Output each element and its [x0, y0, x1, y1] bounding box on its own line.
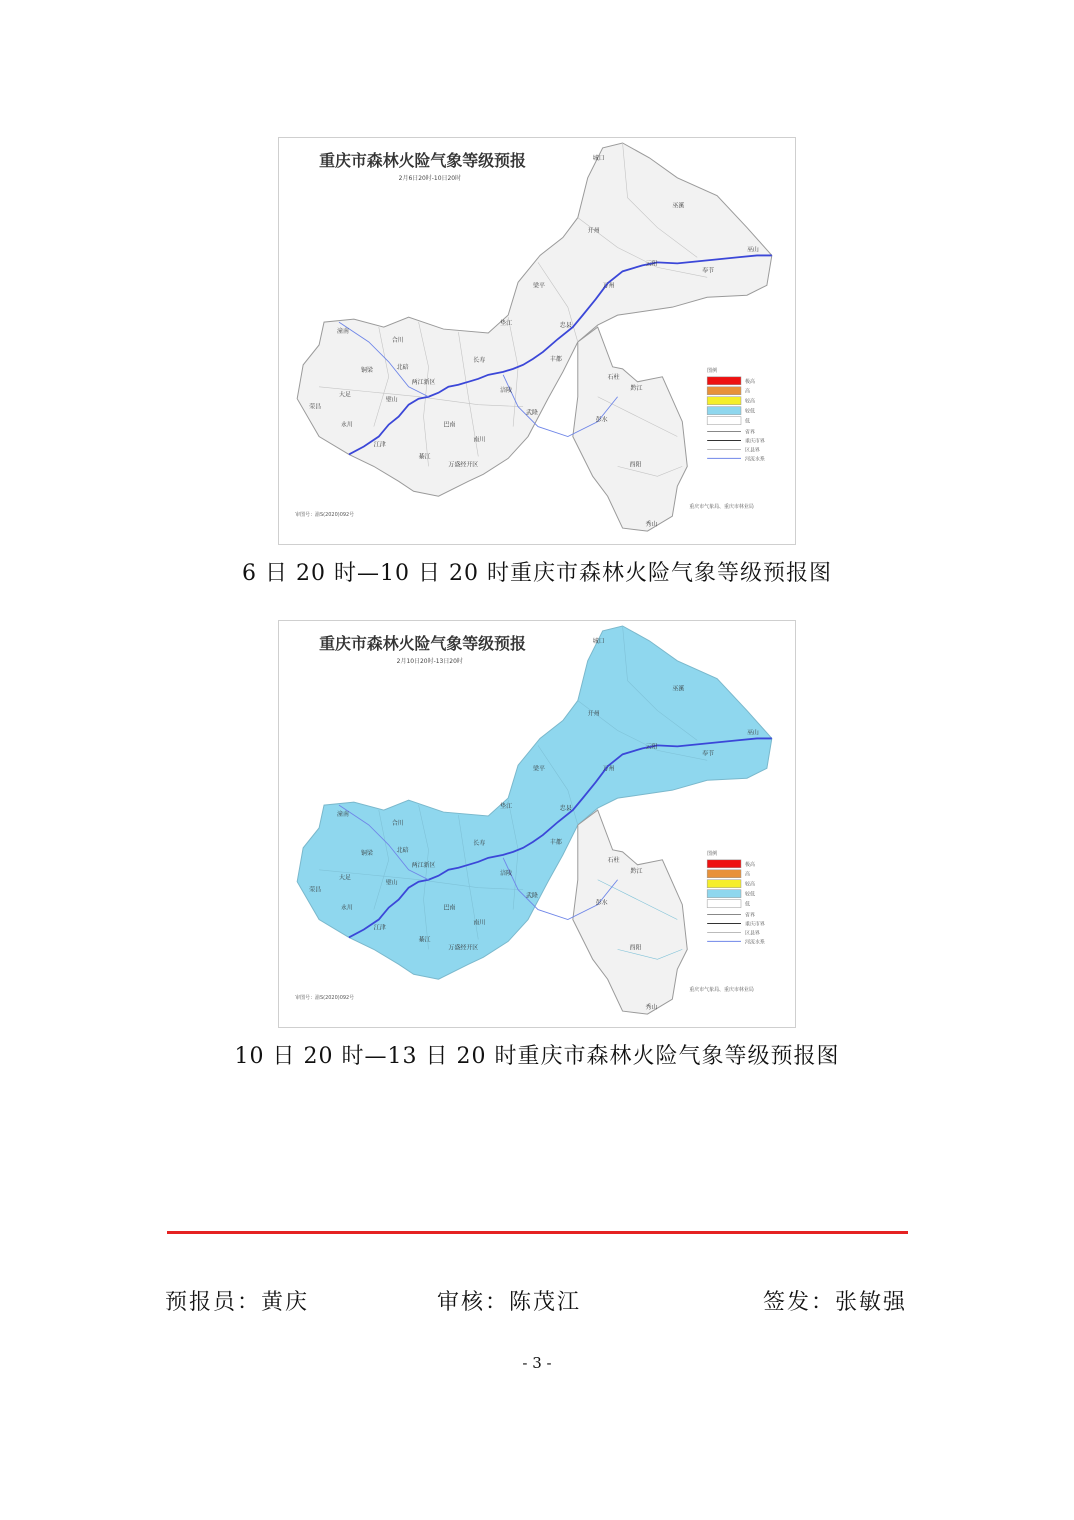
place-label-yunyang: 云阳 [645, 260, 658, 268]
place-label-wuxi: 巫溪 [672, 685, 685, 693]
place-label-rongchang: 荣昌 [309, 403, 322, 411]
place-label-fengdu: 丰都 [549, 838, 562, 846]
legend-line-label: 省界 [744, 912, 755, 919]
place-label-beibei: 北碚 [396, 363, 409, 371]
place-label-kaizhou: 开州 [587, 710, 600, 718]
page-number: - 3 - [522, 1354, 552, 1372]
place-label-hechuan: 合川 [391, 819, 404, 827]
legend-swatch [707, 397, 741, 405]
place-label-shizhu: 石柱 [607, 856, 620, 864]
place-label-wansheng: 万盛经开区 [448, 461, 479, 469]
place-label-qijiang: 綦江 [418, 453, 431, 461]
place-label-yongchuan: 永川 [340, 904, 353, 912]
legend-swatch [707, 407, 741, 415]
place-label-zhongxian: 忠县 [559, 322, 572, 330]
map-region-southeast [573, 810, 687, 1014]
forecast-map-svg [279, 138, 795, 544]
place-label-pengshui: 彭水 [595, 416, 608, 424]
place-label-jiangjin: 江津 [373, 924, 386, 932]
forecast-map-1 [278, 137, 796, 545]
legend-line-label: 重庆市界 [744, 921, 765, 928]
legend-label: 极高 [744, 378, 755, 385]
legend-label: 低 [744, 418, 750, 425]
place-label-yunyang: 云阳 [645, 743, 658, 751]
place-label-xiushan: 秀山 [645, 1004, 658, 1012]
legend-label: 高 [744, 388, 750, 395]
legend-line-label: 省界 [744, 429, 755, 436]
legend-label: 较低 [744, 891, 755, 898]
place-label-banan: 巴南 [443, 421, 456, 429]
legend-swatch [707, 417, 741, 425]
place-label-liangping: 梁平 [533, 282, 545, 290]
legend-line-label: 区县界 [744, 930, 760, 937]
place-label-banan: 巴南 [443, 904, 456, 912]
legend-line-label: 河流水系 [744, 456, 765, 463]
legend-line-label: 重庆市界 [744, 438, 765, 445]
place-label-youyang: 酉阳 [629, 944, 642, 952]
place-label-nanchuan: 南川 [473, 919, 486, 927]
place-label-chengkou: 城口 [592, 154, 605, 162]
legend-swatch [707, 870, 741, 878]
place-label-fengjie: 奉节 [702, 267, 715, 275]
map-region-southeast [573, 327, 687, 531]
place-label-wushan: 巫山 [746, 729, 759, 737]
issuer-signature [763, 1285, 907, 1316]
map-title: 重庆市森林火险气象等级预报 [319, 150, 526, 170]
place-label-tongnan: 潼南 [336, 328, 349, 336]
legend-swatch [707, 880, 741, 888]
legend-label: 极高 [744, 861, 755, 868]
place-label-jiangjin: 江津 [373, 441, 386, 449]
place-label-rongchang: 荣昌 [309, 886, 322, 894]
place-label-tongliang: 铜梁 [360, 849, 373, 857]
place-label-fengdu: 丰都 [549, 355, 562, 363]
place-label-nanchuan: 南川 [473, 436, 486, 444]
map-subtitle: 2月10日20时-13日20时 [396, 657, 463, 665]
map-credit: 重庆市气象局、重庆市林业局 [689, 504, 754, 511]
place-label-pengshui: 彭水 [595, 899, 608, 907]
legend-swatch [707, 890, 741, 898]
legend-swatch [707, 377, 741, 385]
place-label-changshou: 长寿 [473, 839, 486, 847]
place-label-zhongxian: 忠县 [559, 805, 572, 813]
place-label-dianjiang: 垫江 [500, 803, 513, 811]
reviewer-signature [437, 1285, 581, 1316]
legend-line-label: 区县界 [744, 447, 760, 454]
place-label-tongliang: 铜梁 [360, 366, 373, 374]
place-label-qianjiang: 黔江 [630, 384, 643, 392]
place-label-wulong: 武隆 [526, 892, 539, 900]
place-label-wanzhou: 万州 [602, 282, 615, 290]
forecast-map-svg [279, 621, 795, 1027]
place-label-bishan: 璧山 [385, 879, 398, 887]
map-caption-1: 6 日 20 时—10 日 20 时重庆市森林火险气象等级预报图 [242, 561, 832, 586]
place-label-dianjiang: 垫江 [500, 320, 513, 328]
map-subtitle: 2月6日20时-10日20时 [398, 174, 462, 182]
legend-label: 较高 [744, 398, 755, 405]
place-label-xiushan: 秀山 [645, 521, 658, 529]
place-label-yongchuan: 永川 [340, 421, 353, 429]
place-label-wuxi: 巫溪 [672, 202, 685, 210]
place-label-bishan: 璧山 [385, 396, 398, 404]
legend-label: 较低 [744, 408, 755, 415]
legend-title: 图例 [707, 367, 718, 374]
reviewer-label: 审核： [437, 1290, 510, 1315]
legend-swatch [707, 900, 741, 908]
place-label-kaizhou: 开州 [587, 227, 600, 235]
issuer-name: 张敏强 [835, 1290, 908, 1315]
place-label-wanzhou: 万州 [602, 765, 615, 773]
place-label-hechuan: 合川 [391, 336, 404, 344]
place-label-wansheng: 万盛经开区 [448, 944, 479, 952]
legend-swatch [707, 387, 741, 395]
place-label-chengkou: 城口 [592, 637, 605, 645]
map-approval-number: 审图号：渝S(2020)092号 [295, 995, 355, 1002]
place-label-fengjie: 奉节 [702, 750, 715, 758]
legend-line-label: 河流水系 [744, 939, 765, 946]
issuer-label: 签发： [763, 1290, 836, 1315]
red-divider [167, 1231, 908, 1234]
place-label-liangjiang: 两江新区 [411, 378, 436, 386]
place-label-youyang: 酉阳 [629, 461, 642, 469]
place-label-liangjiang: 两江新区 [411, 861, 436, 869]
forecast-map-2 [278, 620, 796, 1028]
legend-label: 高 [744, 871, 750, 878]
map-approval-number: 审图号：渝S(2020)092号 [295, 512, 355, 519]
place-label-changshou: 长寿 [473, 356, 486, 364]
legend-label: 较高 [744, 881, 755, 888]
place-label-dazu: 大足 [338, 874, 351, 882]
map-caption-2: 10 日 20 时—13 日 20 时重庆市森林火险气象等级预报图 [234, 1044, 840, 1069]
map-legend [707, 367, 765, 463]
reviewer-name: 陈茂江 [509, 1290, 582, 1315]
place-label-dazu: 大足 [338, 391, 351, 399]
place-label-tongnan: 潼南 [336, 811, 349, 819]
place-label-fuling: 涪陵 [500, 869, 513, 877]
place-label-qianjiang: 黔江 [630, 867, 643, 875]
place-label-beibei: 北碚 [396, 846, 409, 854]
forecaster-label: 预报员： [165, 1290, 262, 1315]
map-credit: 重庆市气象局、重庆市林业局 [689, 987, 754, 994]
place-label-wulong: 武隆 [526, 409, 539, 417]
place-label-liangping: 梁平 [533, 765, 545, 773]
map-legend [707, 850, 765, 946]
place-label-qijiang: 綦江 [418, 936, 431, 944]
legend-title: 图例 [707, 850, 718, 857]
map-title: 重庆市森林火险气象等级预报 [319, 633, 526, 653]
legend-label: 低 [744, 901, 750, 908]
forecaster-signature [165, 1285, 309, 1316]
legend-swatch [707, 860, 741, 868]
forecaster-name: 黄庆 [261, 1290, 310, 1315]
place-label-wushan: 巫山 [746, 246, 759, 254]
place-label-shizhu: 石柱 [607, 373, 620, 381]
place-label-fuling: 涪陵 [500, 386, 513, 394]
